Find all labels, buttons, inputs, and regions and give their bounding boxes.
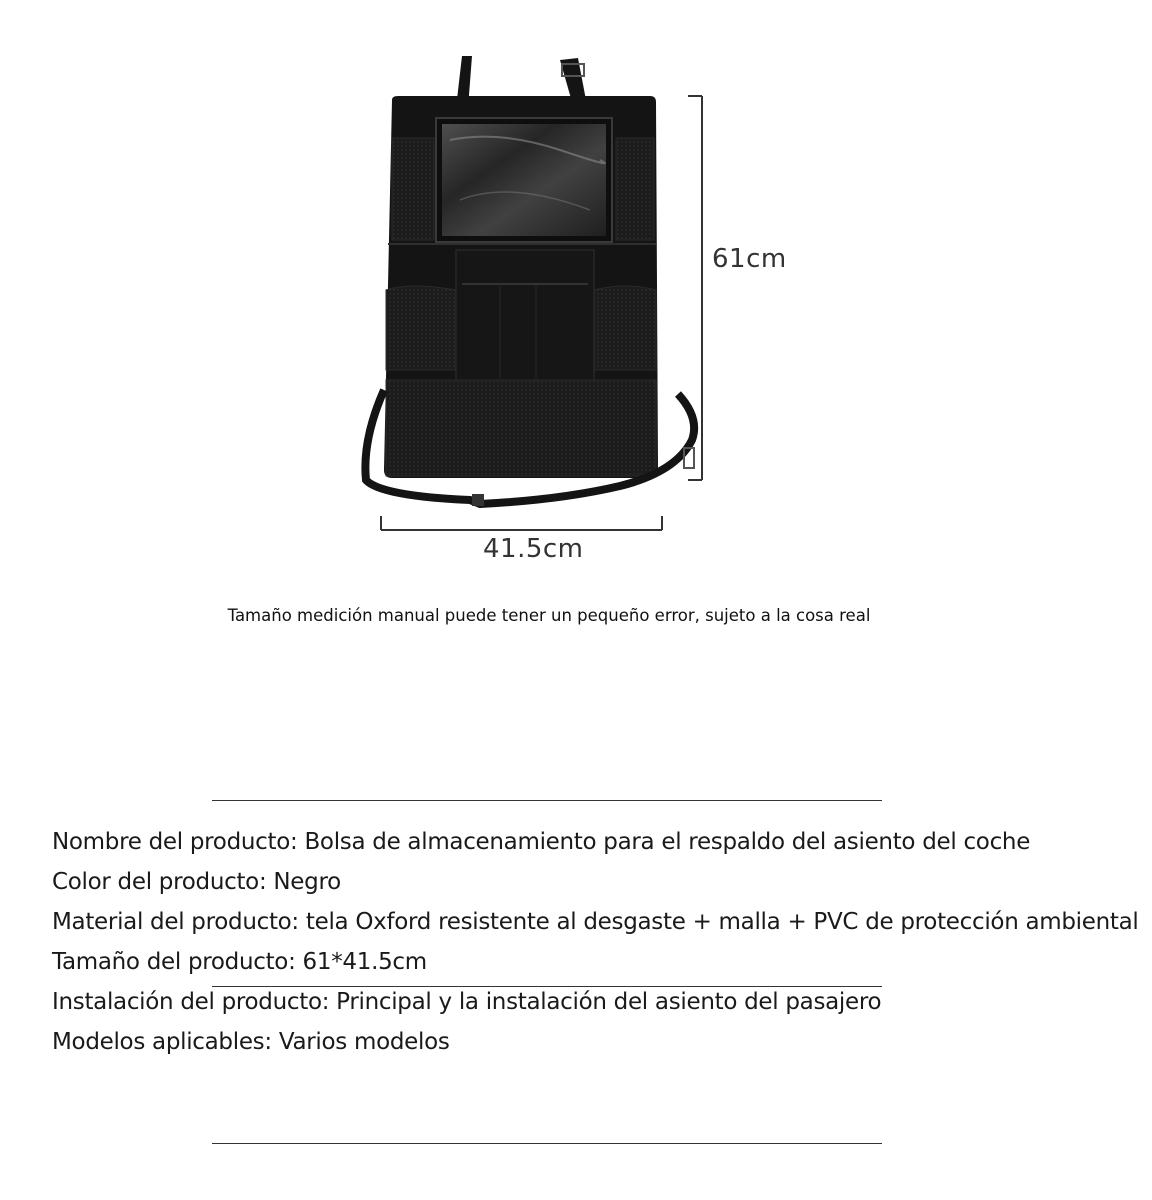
left-bottle-pocket [386, 286, 456, 370]
tablet-window [436, 118, 612, 242]
spec-product-name: Nombre del producto: Bolsa de almacenamiento para el respaldo del asiento del coche [52, 829, 1031, 855]
spec-product-color: Color del producto: Negro [52, 869, 341, 895]
spec-product-installation: Instalación del producto: Principal y la instalación del asiento del pasajero [52, 989, 882, 1015]
height-dimension-label: 61cm [712, 244, 787, 274]
right-bottle-pocket [594, 286, 656, 370]
spec-product-material: Material del producto: tela Oxford resistente al desgaste + malla + PVC de protección ambiental [52, 909, 1139, 935]
measurement-disclaimer: Tamaño medición manual puede tener un pequeño error, sujeto a la cosa real [227, 606, 871, 625]
divider-top [212, 800, 882, 801]
width-dimension-label: 41.5cm [483, 534, 584, 564]
bottom-mesh-pocket [386, 380, 656, 476]
spec-product-size: Tamaño del producto: 61*41.5cm [52, 949, 427, 975]
upper-right-mesh-pocket [616, 138, 654, 240]
center-pocket [456, 250, 594, 380]
upper-left-mesh-pocket [392, 138, 434, 240]
divider-middle [212, 986, 882, 987]
product-specs-list [52, 822, 1139, 1062]
spec-applicable-models: Modelos aplicables: Varios modelos [52, 1029, 450, 1055]
width-dimension-line [381, 516, 662, 530]
divider-bottom [212, 1143, 882, 1144]
product-image [340, 40, 760, 580]
